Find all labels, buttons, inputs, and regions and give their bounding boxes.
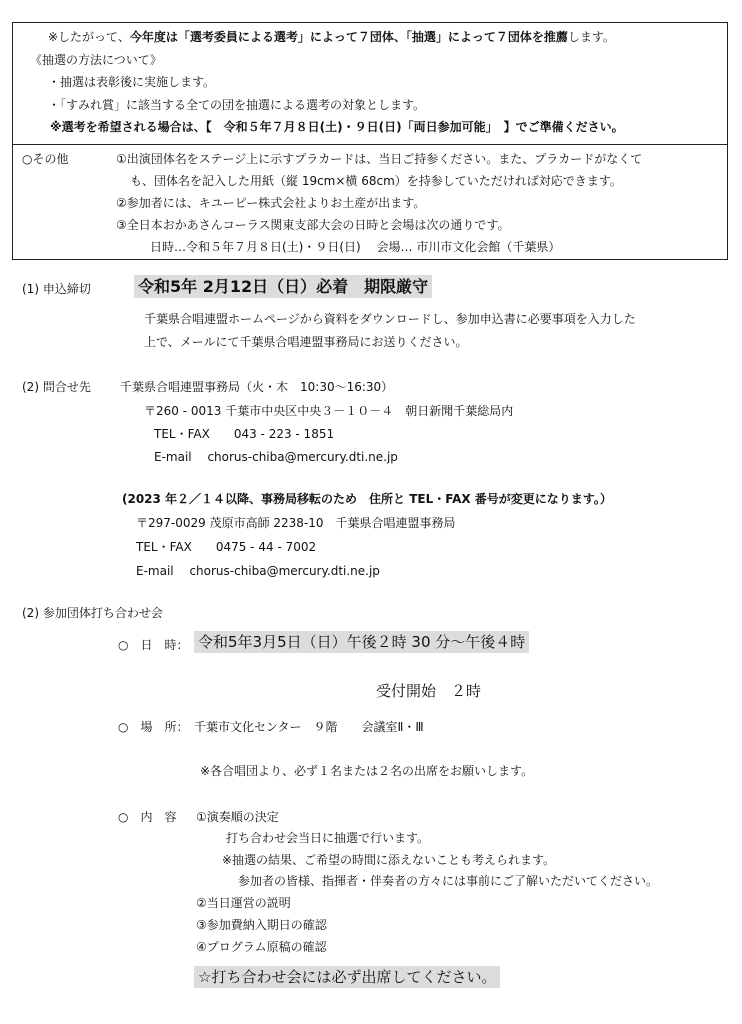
lottery-item-2: ・「すみれ賞」に該当する全ての団を抽選による選考の対象とします。 bbox=[48, 98, 426, 112]
content-item-1a: 打ち合わせ会当日に抽選で行います。 bbox=[226, 831, 430, 845]
deadline-desc-2: 上で、メールにて千葉県合唱連盟事務局にお送りください。 bbox=[144, 335, 468, 349]
contact-org: 千葉県合唱連盟事務局（火・木 10:30〜16:30） bbox=[120, 380, 394, 394]
lottery-method-heading: 《抽選の方法について》 bbox=[30, 53, 162, 67]
content-item-3: ③参加費納入期日の確認 bbox=[196, 918, 327, 932]
other-item-1b: も、団体名を記入した用紙（縦 19cm×横 68cm）を持参していただければ対応できます。 bbox=[130, 174, 622, 188]
selection-note-bold: 今年度は「選考委員による選考」によって７団体、「抽選」によって７団体を推薦 bbox=[129, 30, 568, 44]
content-item-1: ①演奏順の決定 bbox=[196, 810, 279, 824]
other-item-2: ②参加者には、キユーピー株式会社よりお土産が出ます。 bbox=[116, 196, 426, 210]
selection-note-pre: ※したがって、 bbox=[48, 30, 130, 44]
other-item-3: ③全日本おかあさんコーラス関東支部大会の日時と会場は次の通りです。 bbox=[116, 218, 510, 232]
deadline-label: (1) 申込締切 bbox=[22, 282, 91, 296]
new-tel: TEL・FAX 0475 - 44 - 7002 bbox=[136, 540, 317, 554]
relocation-notice: (2023 年２／１４以降、事務局移転のため 住所と TEL・FAX 番号が変更になります。） bbox=[122, 492, 612, 506]
deadline-value-text: 令和5年 2月12日（日）必着 期限厳守 bbox=[134, 275, 432, 298]
meeting-place-value: 千葉市文化センター ９階 会議室Ⅱ・Ⅲ bbox=[194, 720, 424, 734]
contact-email: E-mail chorus-chiba@mercury.dti.ne.jp bbox=[154, 450, 398, 464]
content-item-1b: ※抽選の結果、ご希望の時間に添えないことも考えられます。 bbox=[222, 853, 556, 867]
contact-label: (2) 問合せ先 bbox=[22, 380, 91, 394]
meeting-place-note: ※各合唱団より、必ず１名または２名の出席をお願いします。 bbox=[200, 764, 534, 778]
meeting-date-value bbox=[194, 631, 529, 652]
other-label: ○その他 bbox=[22, 152, 69, 166]
attendance-reminder bbox=[194, 966, 500, 987]
deadline-desc-1: 千葉県合唱連盟ホームページから資料をダウンロードし、参加申込書に必要事項を入力した bbox=[144, 312, 636, 326]
selection-note-post: します。 bbox=[567, 30, 615, 44]
content-item-1c: 参加者の皆様、指揮者・伴奏者の方々には事前にご了解いただいてください。 bbox=[238, 874, 659, 888]
lottery-request-note: ※選考を希望される場合は、【 令和５年７月８日(土)・９日(日)「両日参加可能」 】でご準備ください。 bbox=[50, 120, 624, 134]
content-item-4: ④プログラム原稿の確認 bbox=[196, 940, 327, 954]
lottery-item-1: ・抽選は表彰後に実施します。 bbox=[48, 75, 216, 89]
other-item-1a: ①出演団体名をステージ上に示すプラカードは、当日ご持参ください。また、プラカードがなくて bbox=[116, 152, 643, 166]
contact-address: 〒260 - 0013 千葉市中央区中央３－１０－４ 朝日新聞千葉総局内 bbox=[144, 404, 514, 418]
meeting-content-label: ○ 内 容 bbox=[118, 810, 177, 824]
meeting-label: (2) 参加団体打ち合わせ会 bbox=[22, 606, 163, 620]
meeting-date-label: ○ 日 時： bbox=[118, 638, 189, 652]
new-address: 〒297-0029 茂原市高師 2238-10 千葉県合唱連盟事務局 bbox=[136, 516, 456, 530]
meeting-place-label: ○ 場 所： bbox=[118, 720, 189, 734]
content-item-2: ②当日運営の説明 bbox=[196, 896, 291, 910]
deadline-value bbox=[134, 274, 432, 297]
attendance-reminder-text: ☆打ち合わせ会には必ず出席してください。 bbox=[194, 966, 500, 988]
meeting-date-text: 令和5年3月5日（日）午後２時 30 分〜午後４時 bbox=[194, 631, 529, 653]
reception-time: 受付開始 ２時 bbox=[376, 682, 482, 700]
other-item-3b: 日時…令和５年７月８日(土)・９日(日) 会場… 市川市文化会館（千葉県） bbox=[150, 240, 561, 254]
selection-note bbox=[48, 28, 615, 45]
contact-tel: TEL・FAX 043 - 223 - 1851 bbox=[154, 427, 335, 441]
new-email: E-mail chorus-chiba@mercury.dti.ne.jp bbox=[136, 564, 380, 578]
